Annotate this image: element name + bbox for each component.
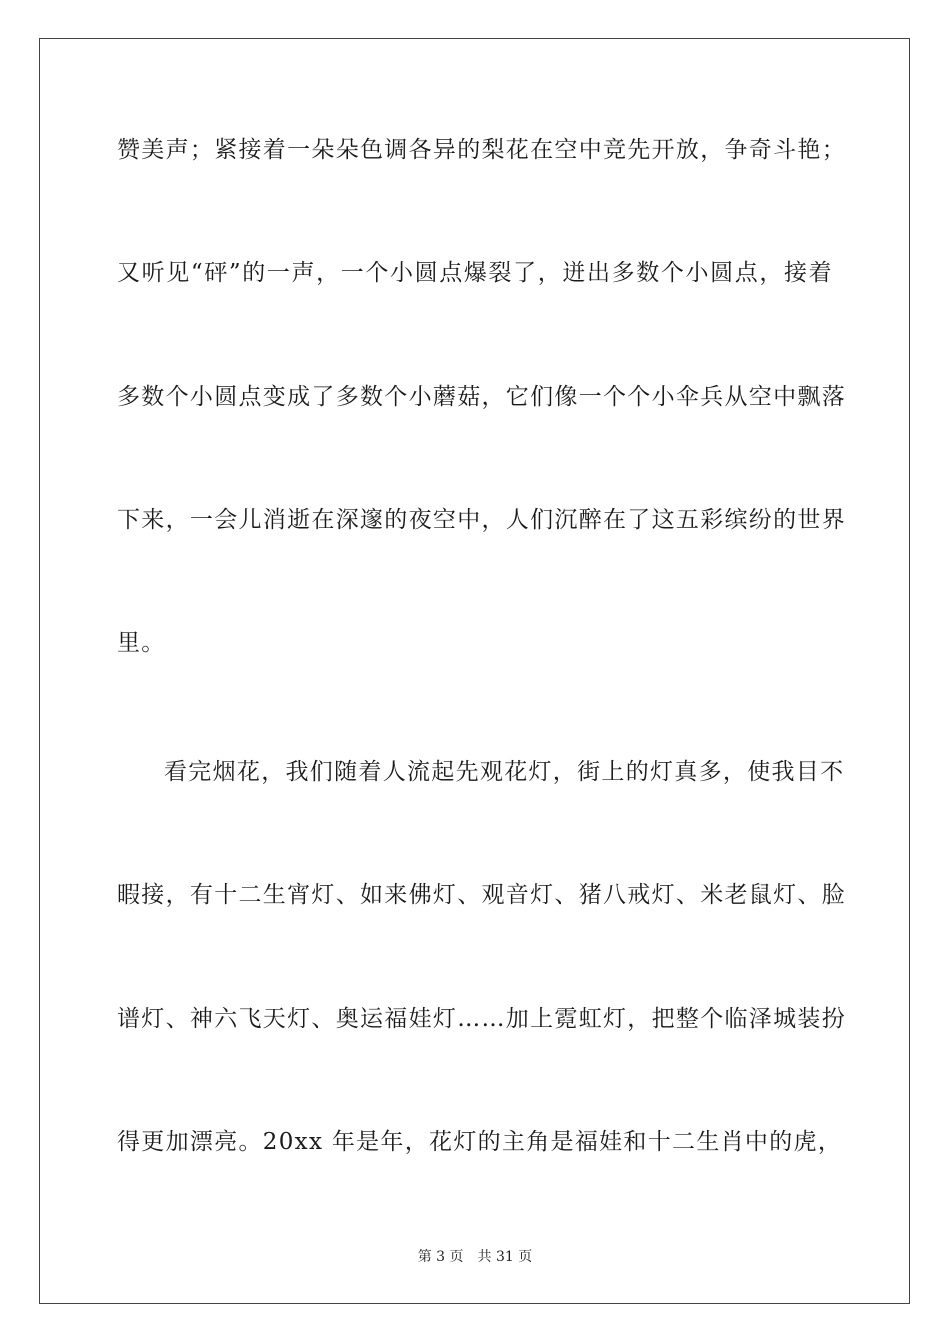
body-text-line-8: 谱灯、神六飞天灯、奥运福娃灯……加上霓虹灯，把整个临泽城装扮 — [117, 1006, 846, 1032]
body-text-line-9: 得更加漂亮。20xx 年是年，花灯的主角是福娃和十二生肖中的虎， — [117, 1129, 843, 1155]
body-text-line-3: 多数个小圆点变成了多数个小蘑菇，它们像一个个小伞兵从空中飘落 — [117, 384, 846, 410]
paragraph-2-first-line: 看完烟花，我们随着人流起先观花灯，街上的灯真多，使我目不 — [164, 759, 845, 785]
body-text-line-4: 下来，一会儿消逝在深邃的夜空中，人们沉醉在了这五彩缤纷的世界 — [117, 507, 846, 533]
body-text-line-1: 赞美声；紧接着一朵朵色调各异的梨花在空中竞先开放，争奇斗艳； — [117, 137, 846, 163]
body-text-line-2: 又听见“砰”的一声，一个小圆点爆裂了，迸出多数个小圆点，接着 — [117, 260, 833, 286]
page-border — [39, 38, 910, 1304]
page-number: 第 3 页 — [417, 1249, 464, 1265]
body-text-line-7: 暇接，有十二生宵灯、如来佛灯、观音灯、猪八戒灯、米老鼠灯、脸 — [117, 882, 846, 908]
body-text-line-5: 里。 — [117, 630, 166, 656]
page-total: 共 31 页 — [477, 1249, 533, 1265]
page-footer — [0, 1247, 950, 1267]
